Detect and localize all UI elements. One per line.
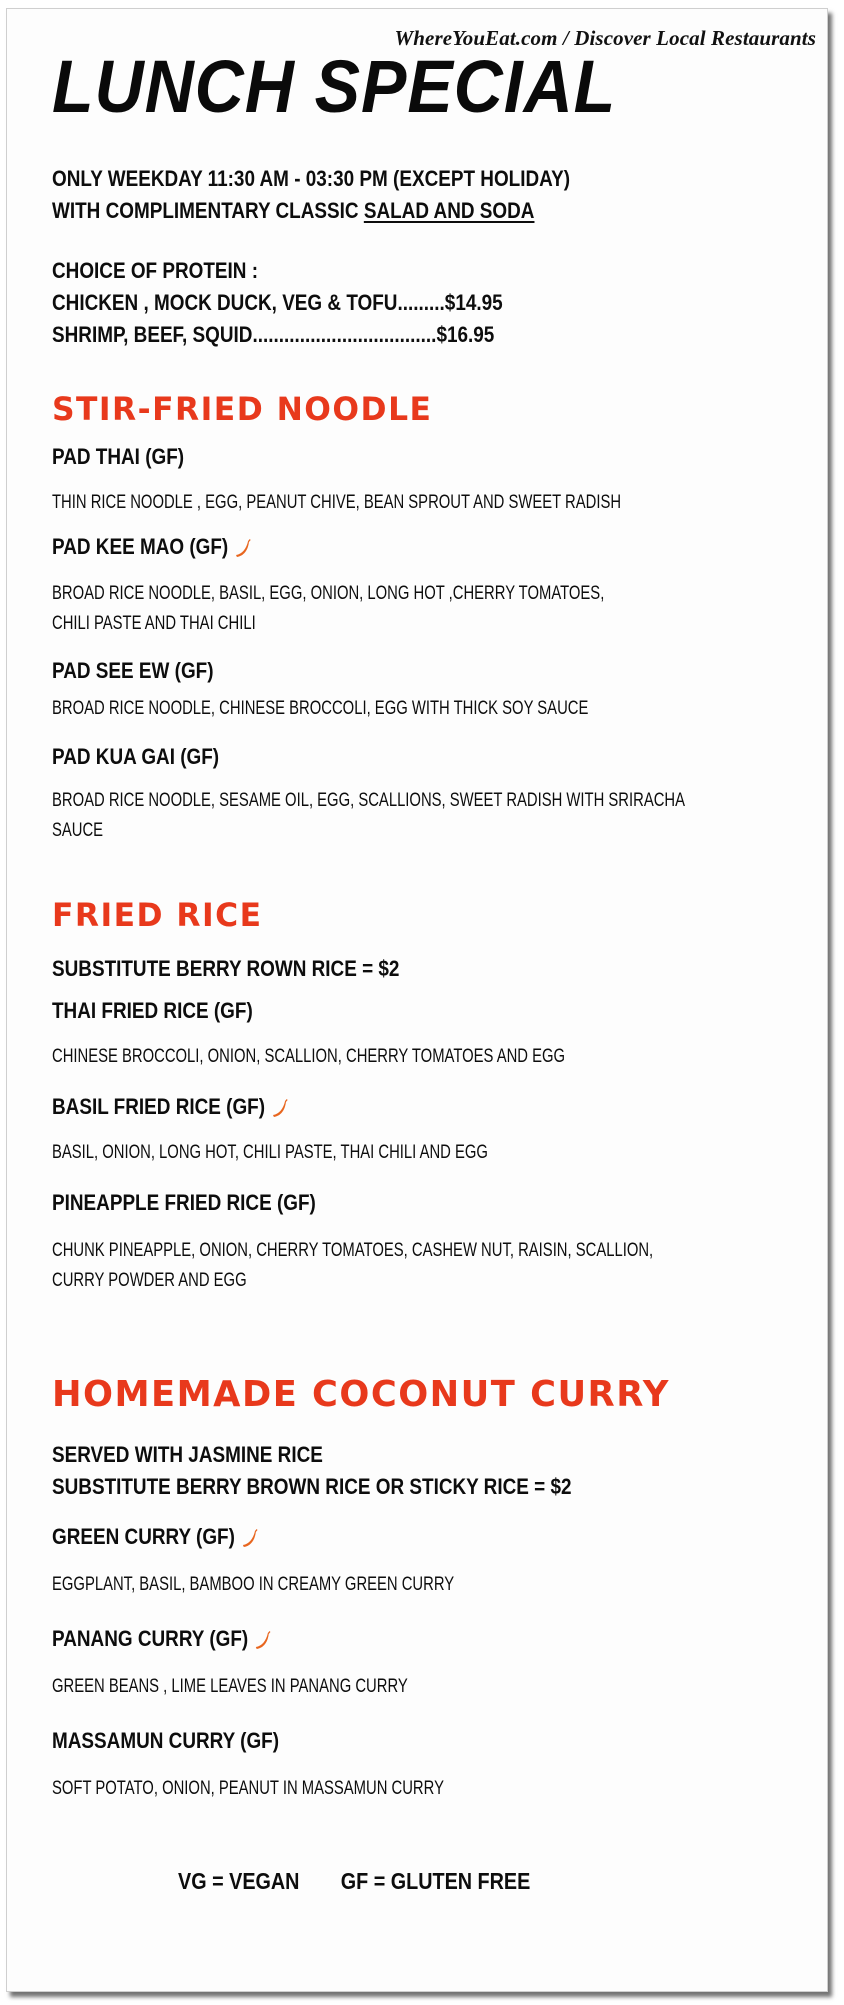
menu-item-name (52, 1190, 316, 1216)
complimentary-prefix: WITH COMPLIMENTARY CLASSIC (52, 198, 364, 223)
protein-option-name: SHRIMP, BEEF, SQUID (52, 322, 253, 347)
section-heading-stir-fried-noodle: STIR-FRIED NOODLE (52, 390, 433, 428)
protein-option-row (52, 322, 494, 348)
item-label: THAI FRIED RICE (GF) (52, 998, 253, 1023)
section-heading-fried-rice: FRIED RICE (52, 896, 263, 934)
section-note: SERVED WITH JASMINE RICE (52, 1442, 323, 1467)
menu-item-desc: SOFT POTATO, ONION, PEANUT IN MASSAMUN CURRY (52, 1778, 444, 1799)
chili-pepper-icon (233, 536, 252, 558)
item-label: MASSAMUN CURRY (GF) (52, 1728, 280, 1753)
section-note: SUBSTITUTE BERRY ROWN RICE = $2 (52, 956, 400, 981)
menu-item-desc: CHILI PASTE AND THAI CHILI (52, 613, 256, 634)
complimentary-line (52, 198, 534, 224)
item-label: GREEN CURRY (GF) (52, 1524, 235, 1549)
menu-item-desc: CURRY POWDER AND EGG (52, 1270, 247, 1291)
item-label: PAD KUA GAI (GF) (52, 744, 220, 769)
section-heading-coconut-curry: HOMEMADE COCONUT CURRY (52, 1374, 670, 1415)
menu-item-desc: BROAD RICE NOODLE, BASIL, EGG, ONION, LONG HOT ,CHERRY TOMATOES, (52, 583, 605, 604)
menu-item-desc: BROAD RICE NOODLE, SESAME OIL, EGG, SCALLIONS, SWEET RADISH WITH SRIRACHA (52, 790, 685, 811)
menu-item-desc: CHUNK PINEAPPLE, ONION, CHERRY TOMATOES, CASHEW NUT, RAISIN, SCALLION, (52, 1240, 654, 1261)
site-watermark: WhereYouEat.com / Discover Local Restaurants (394, 26, 816, 50)
item-label: PAD THAI (GF) (52, 444, 185, 469)
chili-pepper-icon (270, 1096, 289, 1118)
protein-label: CHOICE OF PROTEIN : (52, 258, 259, 283)
item-label: PANANG CURRY (GF) (52, 1626, 249, 1651)
menu-item-name (52, 1094, 289, 1120)
chili-pepper-icon (240, 1526, 259, 1548)
menu-item-desc: THIN RICE NOODLE , EGG, PEANUT CHIVE, BEAN SPROUT AND SWEET RADISH (52, 492, 622, 513)
menu-item-desc: BROAD RICE NOODLE, CHINESE BROCCOLI, EGG WITH THICK SOY SAUCE (52, 698, 589, 719)
complimentary-items: SALAD AND SODA (363, 198, 535, 223)
protein-option-row (52, 290, 503, 316)
item-label: BASIL FRIED RICE (GF) (52, 1094, 266, 1119)
legend-gluten-free: GF = GLUTEN FREE (340, 1868, 531, 1894)
menu-item-name (52, 658, 214, 684)
menu-item-desc: BASIL, ONION, LONG HOT, CHILI PASTE, THAI CHILI AND EGG (52, 1142, 488, 1163)
menu-item-name (52, 1524, 259, 1550)
menu-item-name (52, 744, 219, 770)
menu-item-name (52, 534, 252, 560)
item-label: PAD KEE MAO (GF) (52, 534, 229, 559)
dietary-legend (178, 1868, 530, 1895)
item-label: PINEAPPLE FRIED RICE (GF) (52, 1190, 316, 1215)
dot-leader: ......... (397, 290, 445, 315)
menu-item-name (52, 1626, 272, 1652)
menu-item-name (52, 1728, 279, 1754)
dot-leader: ................................... (252, 322, 437, 347)
menu-item-desc: EGGPLANT, BASIL, BAMBOO IN CREAMY GREEN CURRY (52, 1574, 455, 1595)
protein-option-price: $16.95 (436, 322, 495, 347)
item-label: PAD SEE EW (GF) (52, 658, 214, 683)
menu-item-name (52, 998, 253, 1024)
menu-item-desc: GREEN BEANS , LIME LEAVES IN PANANG CURRY (52, 1676, 408, 1697)
chili-pepper-icon (253, 1628, 272, 1650)
menu-item-desc: CHINESE BROCCOLI, ONION, SCALLION, CHERRY TOMATOES AND EGG (52, 1046, 566, 1067)
hours-line: ONLY WEEKDAY 11:30 AM - 03:30 PM (EXCEPT HOLIDAY) (52, 166, 571, 191)
section-note: SUBSTITUTE BERRY BROWN RICE OR STICKY RICE = $2 (52, 1474, 572, 1499)
legend-vegan: VG = VEGAN (178, 1868, 300, 1894)
protein-option-name: CHICKEN , MOCK DUCK, VEG & TOFU (52, 290, 398, 315)
menu-item-desc: SAUCE (52, 820, 104, 841)
page-title: LUNCH SPECIAL (52, 45, 617, 128)
menu-item-name (52, 444, 184, 470)
protein-option-price: $14.95 (444, 290, 503, 315)
